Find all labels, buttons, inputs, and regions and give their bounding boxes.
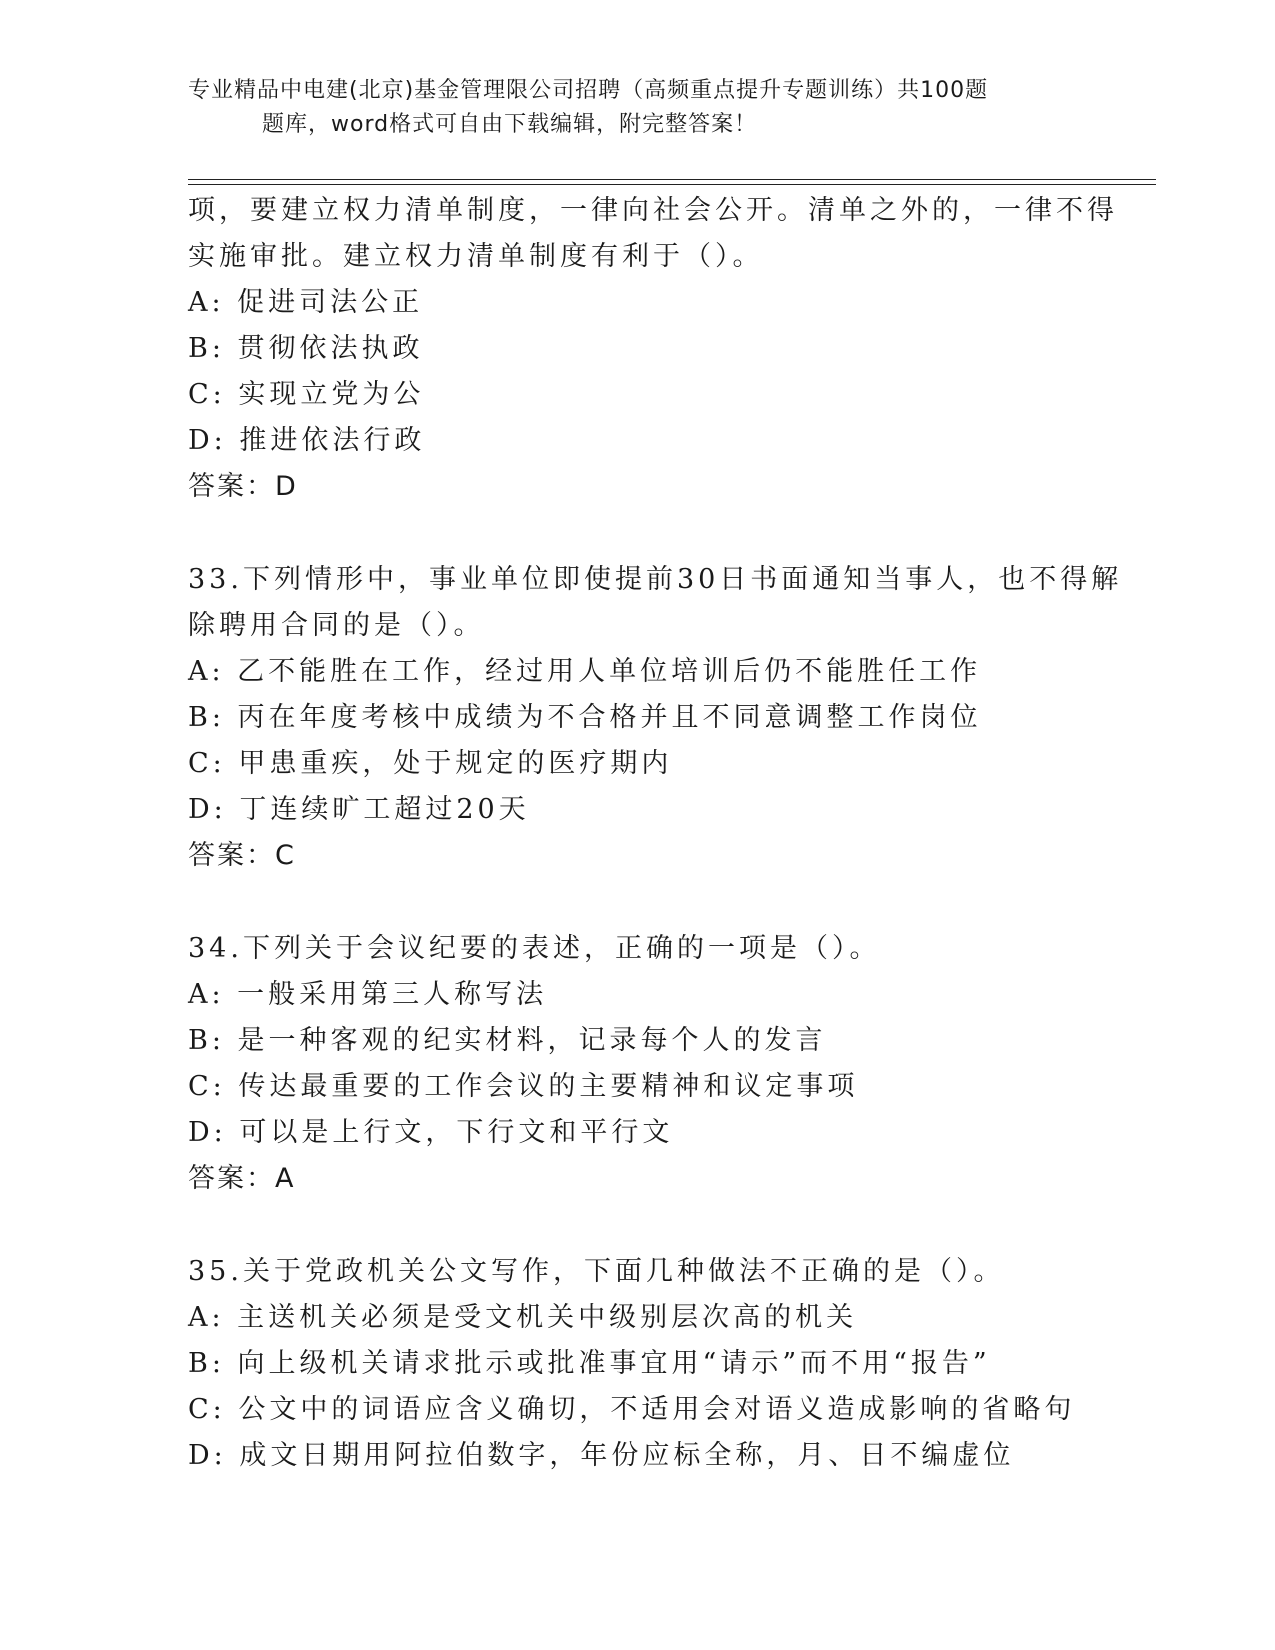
option-d: D: 丁连续旷工超过20天 xyxy=(188,794,530,825)
question-list xyxy=(188,188,1123,1479)
question-34 xyxy=(188,926,1088,1202)
header-title-line2: 题库，word格式可自由下载编辑，附完整答案！ xyxy=(262,112,758,137)
question-stem: 实施审批。建立权力清单制度有利于（）。 xyxy=(188,241,764,272)
spacer xyxy=(188,879,1088,926)
answer-line: 答案：C xyxy=(188,840,296,871)
option-c: C: 甲患重疾，处于规定的医疗期内 xyxy=(188,748,673,779)
option-a: A: 主送机关必须是受文机关中级别层次高的机关 xyxy=(188,1302,858,1333)
question-33 xyxy=(188,557,1123,879)
question-35 xyxy=(188,1249,1088,1479)
option-a: A: 一般采用第三人称写法 xyxy=(188,979,548,1010)
question-stem: 项，要建立权力清单制度，一律向社会公开。清单之外的，一律不得 xyxy=(188,195,1118,226)
option-a: A: 促进司法公正 xyxy=(188,287,424,318)
option-d: D: 成文日期用阿拉伯数字，年份应标全称，月、日不编虚位 xyxy=(188,1440,1015,1471)
question-stem: 除聘用合同的是（）。 xyxy=(188,610,485,641)
spacer xyxy=(188,510,1088,557)
option-b: B: 向上级机关请求批示或批准事宜用“请示”而不用“报告” xyxy=(188,1348,991,1379)
option-b: B: 是一种客观的纪实材料，记录每个人的发言 xyxy=(188,1025,827,1056)
option-c: C: 实现立党为公 xyxy=(188,379,425,410)
document-header xyxy=(188,74,1088,142)
question-stem: 35.关于党政机关公文写作，下面几种做法不正确的是（）。 xyxy=(188,1256,1005,1287)
question-32 xyxy=(188,188,1118,510)
option-d: D: 推进依法行政 xyxy=(188,425,426,456)
header-divider-top xyxy=(188,179,1156,180)
option-d: D: 可以是上行文，下行文和平行文 xyxy=(188,1117,674,1148)
spacer xyxy=(188,1202,1088,1249)
question-stem: 34.下列关于会议纪要的表述，正确的一项是（）。 xyxy=(188,933,881,964)
option-c: C: 传达最重要的工作会议的主要精神和议定事项 xyxy=(188,1071,859,1102)
answer-line: 答案：A xyxy=(188,1163,296,1194)
option-c: C: 公文中的词语应含义确切，不适用会对语义造成影响的省略句 xyxy=(188,1394,1076,1425)
answer-line: 答案：D xyxy=(188,471,298,502)
header-title-line1: 专业精品中电建(北京)基金管理限公司招聘（高频重点提升专题训练）共100题 xyxy=(188,78,989,103)
option-b: B: 丙在年度考核中成绩为不合格并且不同意调整工作岗位 xyxy=(188,702,982,733)
question-stem: 33.下列情形中，事业单位即使提前30日书面通知当事人，也不得解 xyxy=(188,564,1123,595)
header-divider-bottom xyxy=(188,184,1156,185)
option-a: A: 乙不能胜在工作，经过用人单位培训后仍不能胜任工作 xyxy=(188,656,982,687)
option-b: B: 贯彻依法执政 xyxy=(188,333,424,364)
